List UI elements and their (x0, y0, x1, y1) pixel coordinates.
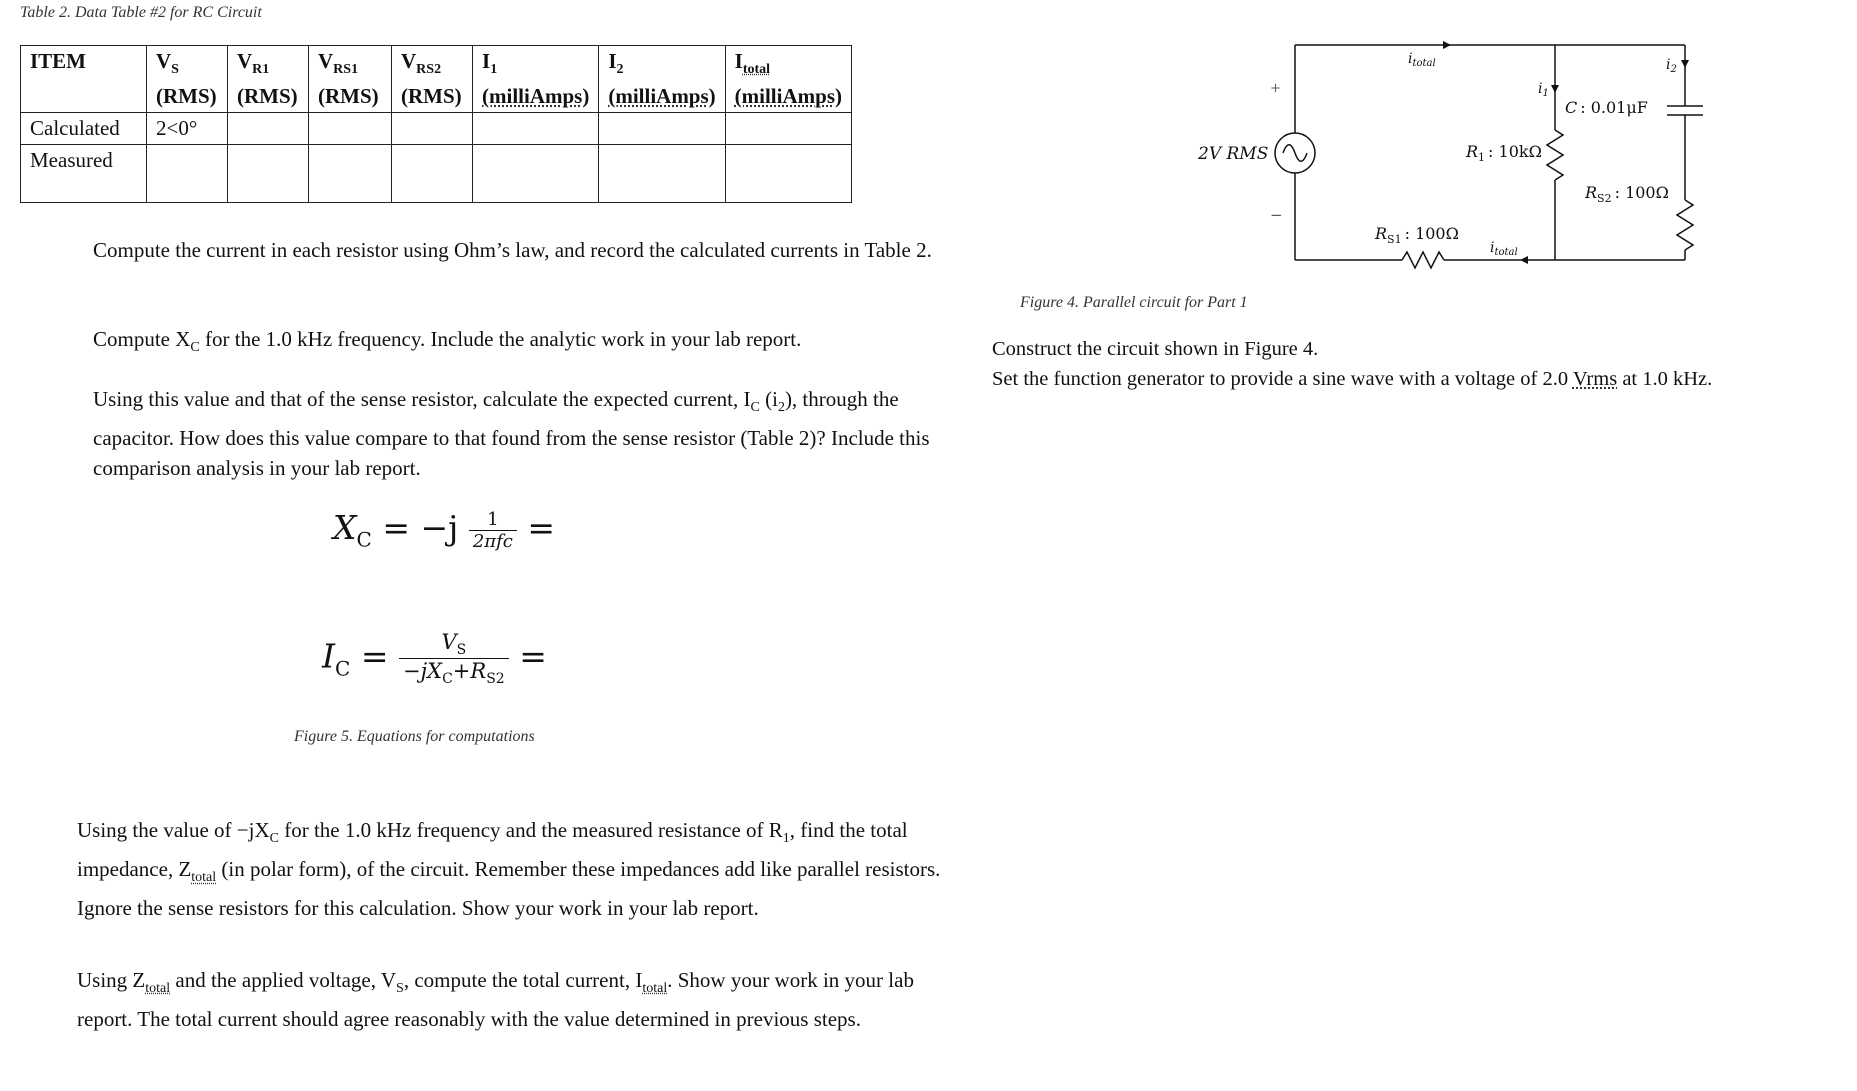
resistor-r1 (1547, 130, 1563, 180)
source-plus: + (1270, 81, 1281, 96)
table-row-measured (21, 145, 852, 203)
cell-calculated-vs: 2<0° (147, 113, 228, 145)
cell-measured-label: Measured (21, 145, 147, 203)
label-i2: $i_2$ (1666, 57, 1677, 75)
table-caption: Table 2. Data Table #2 for RC Circuit (20, 4, 262, 21)
cell-empty (473, 145, 599, 203)
label-itotal-bottom: $i_{total}$ (1490, 240, 1518, 258)
label-i1: $i_1$ (1538, 81, 1549, 99)
header-item: ITEM (21, 46, 147, 113)
resistor-rs1 (1402, 252, 1444, 268)
instruction-compute-xc: Compute $X_C$ for the 1.0 kHz frequency. Include the analytic work in your lab report. (93, 327, 802, 356)
cell-empty (599, 145, 725, 203)
header-vs: $V_S$ (RMS) (147, 46, 228, 113)
label-itotal-top: $i_{total}$ (1408, 51, 1436, 69)
header-i2: $I_2$ (milliAmps) (599, 46, 725, 113)
cell-empty (599, 113, 725, 145)
instruction-ohms-law: Compute the current in each resistor using Ohm’s law, and record the calculated currents in Table 2. (93, 238, 932, 262)
equation-ic: $I_C$ = $\frac{V_S}{-jX_C+R_{S2}}$ = (322, 630, 547, 688)
arrow-i1 (1551, 85, 1559, 93)
cell-empty (392, 113, 473, 145)
circuit-diagram (1180, 30, 1720, 280)
data-table (20, 45, 852, 203)
cell-measured-vs (147, 145, 228, 203)
cell-empty (473, 113, 599, 145)
instruction-total-impedance: Using the value of $-jX_C$ for the 1.0 kHz frequency and the measured resistance of $R_1$, find the total impedance, $Z_{total}$ (in polar form), of the circuit. Remember these impedances add like parallel resistors. Ignore the sense resistors for this calculation. Show your work in your lab report. (77, 818, 941, 921)
cell-empty (725, 113, 851, 145)
setup-instructions (992, 334, 1852, 394)
arrow-itotal-bottom (1520, 256, 1528, 264)
equation-xc: $X_C = -j$ $\frac{1}{\text{2πfc}}$ = (333, 508, 556, 552)
cell-calculated-label: Calculated (21, 113, 147, 145)
header-vrs2: $V_{RS2}$ (RMS) (392, 46, 473, 113)
header-itotal: $I_{total}$ (milliAmps) (725, 46, 851, 113)
arrow-itotal-top (1443, 41, 1451, 49)
arrow-i2 (1681, 60, 1689, 68)
header-vrs1: $V_{RS1}$ (RMS) (309, 46, 392, 113)
figure4-caption: Figure 4. Parallel circuit for Part 1 (1020, 294, 1248, 311)
cell-empty (228, 113, 309, 145)
label-r1: $R_1$ : 10kΩ (1466, 142, 1542, 164)
label-rs2: $R_{S2}$ : 100Ω (1585, 183, 1669, 205)
cell-empty (309, 113, 392, 145)
instruction-total-current: Using $Z_{total}$ and the applied voltage, $V_S$, compute the total current, $I_{total}$. Show your work in your lab report. The total current should agree reasonably with the value determined in previous steps. (77, 968, 914, 1032)
table-header-row (21, 46, 852, 113)
cell-empty (392, 145, 473, 203)
label-rs1: $R_{S1}$ : 100Ω (1375, 224, 1459, 246)
cell-empty (309, 145, 392, 203)
source-minus: − (1270, 206, 1283, 224)
label-capacitor: C : 0.01μF (1565, 98, 1648, 117)
cell-empty (228, 145, 309, 203)
table-row-calculated (21, 113, 852, 145)
ac-source-sine (1283, 145, 1307, 162)
figure5-caption: Figure 5. Equations for computations (294, 728, 535, 745)
setup-line-1: Construct the circuit shown in Figure 4. (992, 338, 1319, 360)
cell-empty (725, 145, 851, 203)
header-vr1: $V_{R1}$ (RMS) (228, 46, 309, 113)
source-label: 2V RMS (1198, 144, 1269, 164)
header-i1: $I_1$ (milliAmps) (473, 46, 599, 113)
setup-line-2: Set the function generator to provide a sine wave with a voltage of 2.0 Vrms at 1.0 kHz. (992, 368, 1713, 390)
instruction-expected-current: Using this value and that of the sense resistor, calculate the expected current, $I_C$ $(i_2)$, through the capacitor. How does this value compare to that found from the sense resistor (Table 2)? Include this comparison analysis in your lab report. (93, 387, 930, 481)
resistor-rs2 (1677, 200, 1693, 250)
